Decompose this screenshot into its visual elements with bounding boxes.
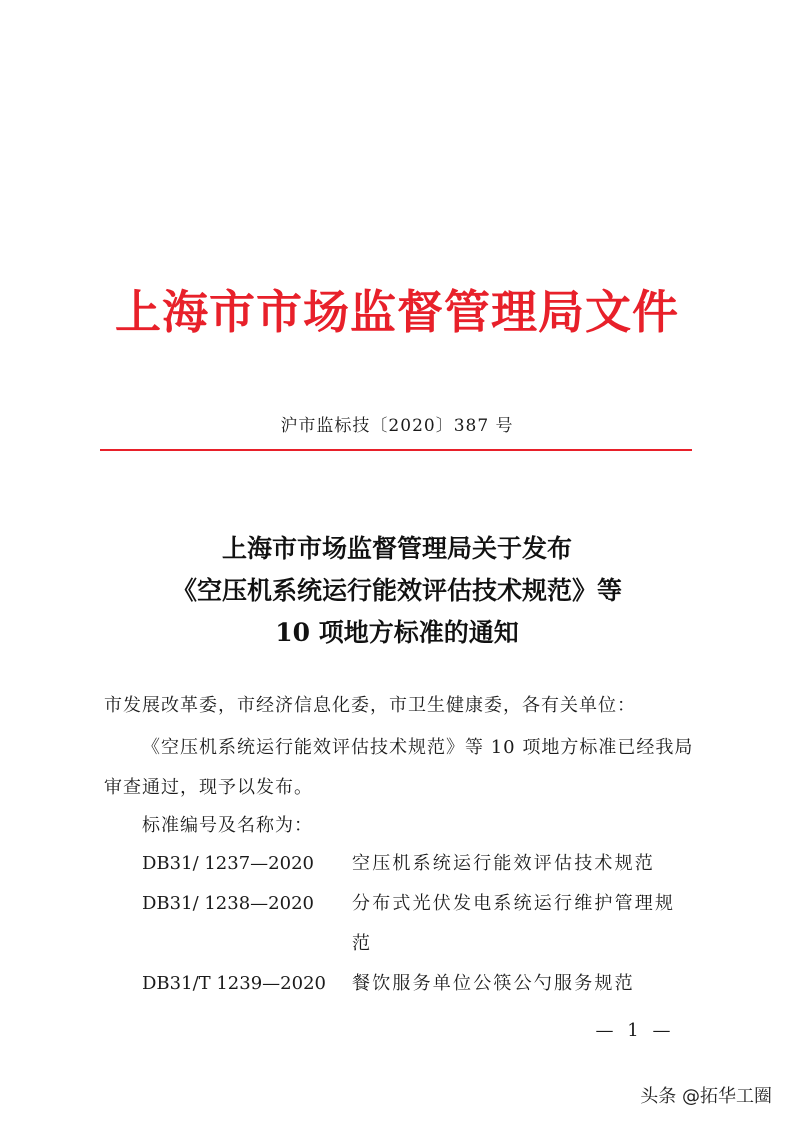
notice-title [100, 528, 694, 654]
title-line-3: 10 项地方标准的通知 [275, 618, 519, 647]
standard-name: 空压机系统运行能效评估技术规范 [352, 853, 655, 874]
standard-row [142, 964, 694, 1004]
standard-name: 分布式光伏发电系统运行维护管理规范 [352, 893, 676, 954]
standards-list [142, 844, 694, 1004]
standard-name: 餐饮服务单位公筷公勺服务规范 [352, 973, 635, 994]
body-paragraph: 《空压机系统运行能效评估技术规范》等 10 项地方标准已经我局审查通过，现予以发布。 [104, 737, 694, 798]
document-number: 沪市监标技〔2020〕387 号 [280, 416, 514, 436]
standards-intro: 标准编号及名称为： [142, 815, 313, 836]
source-watermark: 头条 @拓华工圈 [640, 1086, 772, 1107]
standard-code: DB31/ 1237—2020 [142, 853, 314, 874]
standard-code: DB31/T 1239—2020 [142, 973, 326, 994]
standard-row [142, 844, 694, 884]
addressee: 市发展改革委，市经济信息化委，市卫生健康委，各有关单位： [104, 695, 636, 716]
red-divider [100, 449, 692, 451]
standard-code: DB31/ 1238—2020 [142, 893, 314, 914]
page-number: — 1 — [595, 1020, 675, 1041]
title-line-2: 《空压机系统运行能效评估技术规范》等 [171, 576, 622, 605]
standard-row [142, 884, 694, 964]
title-line-1: 上海市市场监督管理局关于发布 [221, 534, 572, 563]
masthead-title: 上海市市场监督管理局文件 [115, 285, 679, 339]
